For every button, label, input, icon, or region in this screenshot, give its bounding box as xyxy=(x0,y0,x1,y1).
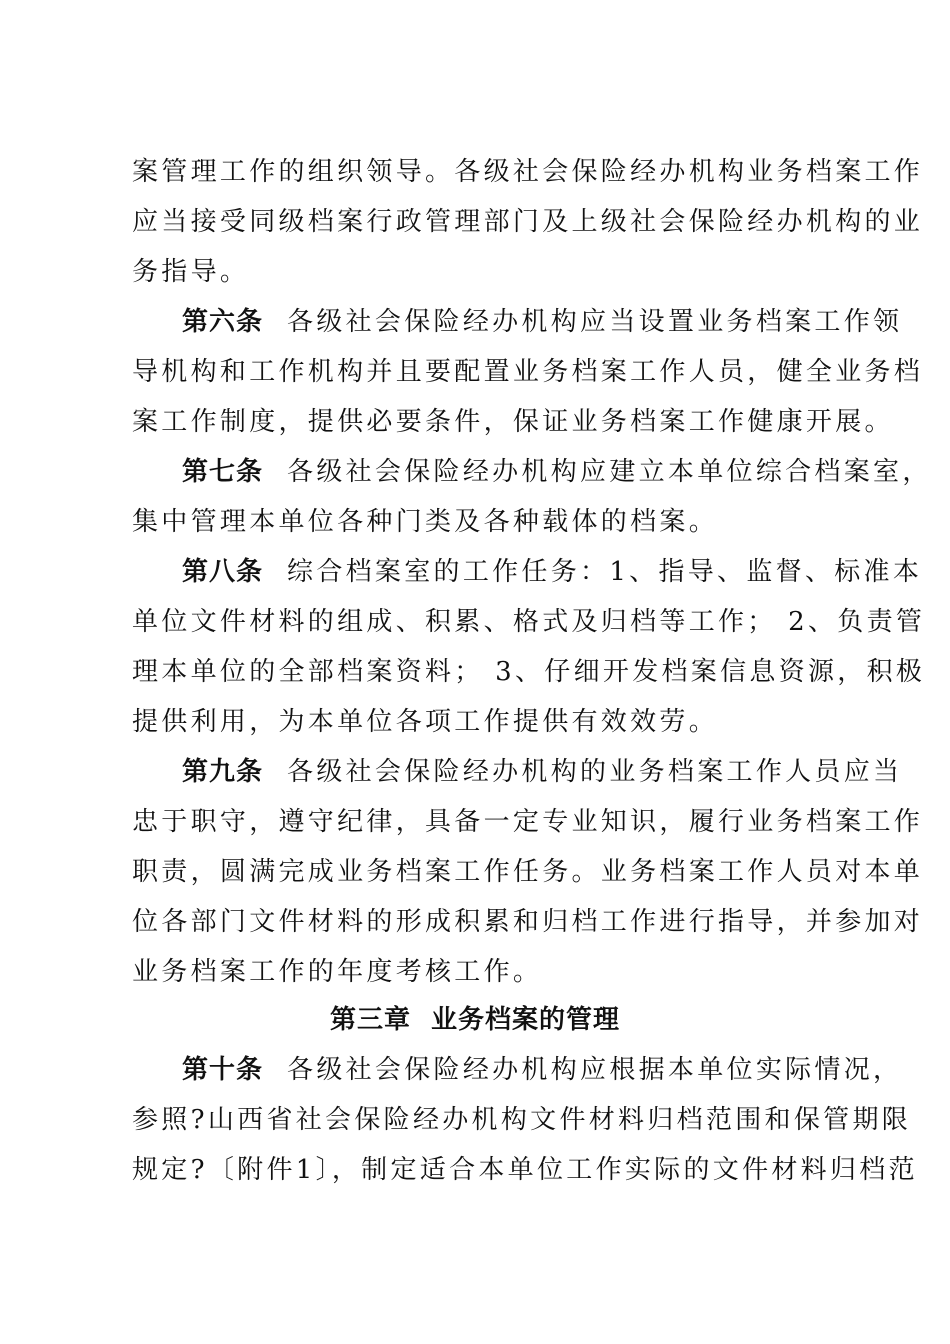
text-line: 案工作制度，提供必要条件，保证业务档案工作健康开展。 xyxy=(132,407,894,437)
text-line: 位各部门文件材料的形成积累和归档工作进行指导，并参加对 xyxy=(132,907,924,937)
article-8-label: 第八条 xyxy=(182,557,264,587)
text-line: 理本单位的全部档案资料； 3、仔细开发档案信息资源，积极 xyxy=(132,657,926,687)
article-7-first-line xyxy=(182,455,932,489)
article-6-label: 第六条 xyxy=(182,307,264,337)
text-line: 各级社会保险经办机构的业务档案工作人员应当 xyxy=(287,757,903,787)
text-line: 案管理工作的组织领导。各级社会保险经办机构业务档案工作 xyxy=(132,157,924,187)
article-8-first-line xyxy=(182,555,923,589)
text-line: 业务档案工作的年度考核工作。 xyxy=(132,957,543,987)
article-10-first-line xyxy=(182,1053,903,1087)
text-line: 单位文件材料的组成、积累、格式及归档等工作； 2、负责管 xyxy=(132,607,926,637)
article-9-label: 第九条 xyxy=(182,757,264,787)
text-line: 规定?〔附件1〕，制定适合本单位工作实际的文件材料归档范 xyxy=(132,1155,918,1185)
chapter-title: 业务档案的管理 xyxy=(431,1005,621,1035)
article-6-first-line xyxy=(182,305,903,339)
text-line: 综合档案室的工作任务：1、指导、监督、标准本 xyxy=(287,557,923,587)
text-line: 务指导。 xyxy=(132,257,250,287)
text-line: 各级社会保险经办机构应根据本单位实际情况， xyxy=(287,1055,903,1085)
text-line: 职责，圆满完成业务档案工作任务。业务档案工作人员对本单 xyxy=(132,857,924,887)
chapter-heading xyxy=(0,1003,950,1037)
text-line: 各级社会保险经办机构应当设置业务档案工作领 xyxy=(287,307,903,337)
text-line: 导机构和工作机构并且要配置业务档案工作人员，健全业务档 xyxy=(132,357,924,387)
article-9-first-line xyxy=(182,755,903,789)
text-line: 应当接受同级档案行政管理部门及上级社会保险经办机构的业 xyxy=(132,207,924,237)
text-line: 忠于职守，遵守纪律，具备一定专业知识，履行业务档案工作 xyxy=(132,807,924,837)
article-7-label: 第七条 xyxy=(182,457,264,487)
text-line: 参照?山西省社会保险经办机构文件材料归档范围和保管期限 xyxy=(132,1105,912,1135)
chapter-number: 第三章 xyxy=(329,1005,411,1035)
article-10-label: 第十条 xyxy=(182,1055,264,1085)
text-line: 提供利用，为本单位各项工作提供有效效劳。 xyxy=(132,707,719,737)
text-line: 集中管理本单位各种门类及各种载体的档案。 xyxy=(132,507,719,537)
text-line: 各级社会保险经办机构应建立本单位综合档案室， xyxy=(287,457,932,487)
